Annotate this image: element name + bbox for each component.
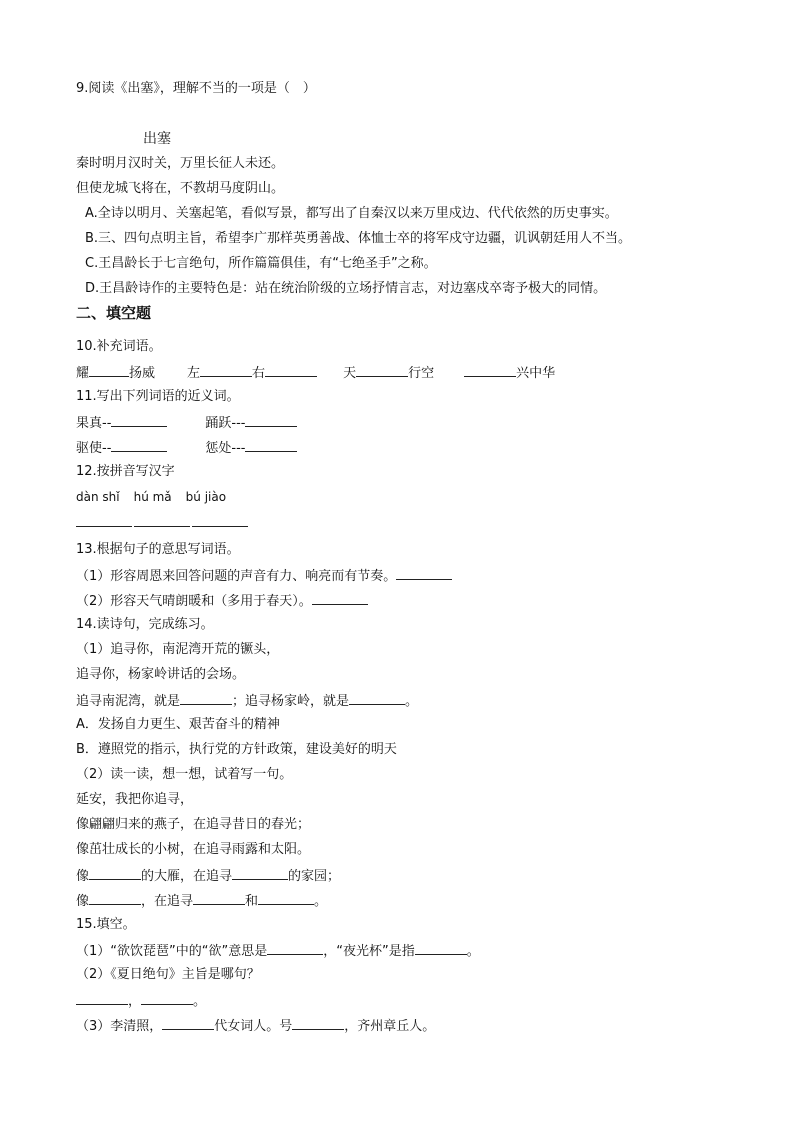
q10-part: 耀 <box>76 366 90 381</box>
q14-text: 追寻南泥湾，就是 <box>76 694 181 709</box>
q15-stem: 15.填空。 <box>76 917 136 932</box>
q9-option-c: C.王昌龄长于七言绝句，所作篇篇俱佳，有“七绝圣手”之称。 <box>85 256 437 271</box>
q12-pinyin-row <box>76 488 226 506</box>
q15-text: 代女词人。号 <box>214 1019 293 1034</box>
q10-stem: 10.补充词语。 <box>76 339 162 354</box>
answer-blank[interactable] <box>415 941 467 955</box>
answer-blank[interactable] <box>76 513 132 527</box>
q14-poem-1: 延安，我把你追寻， <box>76 792 194 807</box>
q15-text: ，齐州章丘人。 <box>344 1019 436 1034</box>
q15-line-3 <box>76 1016 435 1036</box>
answer-blank[interactable] <box>134 513 190 527</box>
q14-line-3 <box>76 691 418 711</box>
q15-text: ， <box>128 994 142 1009</box>
q9-stem: 9.阅读《出塞》，理解不当的一项是（ ） <box>76 81 316 96</box>
q14-line-2: 追寻你，杨家岭讲话的会场。 <box>76 667 246 682</box>
pinyin: dàn shǐ <box>76 490 120 504</box>
answer-blank[interactable] <box>89 866 141 880</box>
q14-option-a: A．发扬自力更生、艰苦奋斗的精神 <box>76 717 280 732</box>
q14-option-b: B．遵照党的指示，执行党的方针政策，建设美好的明天 <box>76 742 397 757</box>
q10-part: 左 <box>187 366 201 381</box>
q14-text: 的家园； <box>288 869 341 884</box>
answer-blank[interactable] <box>89 891 141 905</box>
answer-blank[interactable] <box>162 1016 214 1030</box>
answer-blank[interactable] <box>292 1016 344 1030</box>
q14-text: 像 <box>76 869 90 884</box>
q10-part: 行空 <box>408 366 435 381</box>
answer-blank[interactable] <box>258 891 314 905</box>
answer-blank[interactable] <box>193 891 245 905</box>
q11-word: 驱使-- <box>76 441 112 456</box>
q13-sentence: （2）形容天气晴朗暖和（多用于春天）。 <box>76 594 312 609</box>
q11-word: 果真-- <box>76 416 112 431</box>
q13-stem: 13.根据句子的意思写词语。 <box>76 542 240 557</box>
pinyin: hú mǎ <box>133 490 172 504</box>
section-title: 二、填空题 <box>76 304 152 322</box>
answer-blank[interactable] <box>312 591 368 605</box>
q9-option-a: A.全诗以明月、关塞起笔，看似写景，都写出了自秦汉以来万里戍边、代代依然的历史事实。 <box>85 206 618 221</box>
pinyin: bú jiào <box>185 490 227 504</box>
answer-blank[interactable] <box>232 866 288 880</box>
poem-title: 出塞 <box>143 131 171 147</box>
q11-row-1 <box>76 413 297 433</box>
answer-blank[interactable] <box>192 513 248 527</box>
poem-line-1: 秦时明月汉时关，万里长征人未还。 <box>76 156 285 171</box>
q14-text: 和 <box>245 894 259 909</box>
answer-blank[interactable] <box>464 363 516 377</box>
q14-text: ，在追寻 <box>141 894 194 909</box>
q11-stem: 11.写出下列词语的近义词。 <box>76 389 240 404</box>
answer-blank[interactable] <box>180 691 232 705</box>
q9-option-d: D.王昌龄诗作的主要特色是：站在统治阶级的立场抒情言志，对边塞戍卒寄予极大的同情。 <box>85 281 607 296</box>
answer-blank[interactable] <box>111 438 167 452</box>
q14-text: 像 <box>76 894 90 909</box>
q10-part: 右 <box>252 366 266 381</box>
answer-blank[interactable] <box>356 363 408 377</box>
q15-text: （1）“欲饮琵琶”中的“欲”意思是 <box>76 944 268 959</box>
q10-part: 扬威 <box>129 366 156 381</box>
q11-row-2 <box>76 438 297 458</box>
poem-line-2: 但使龙城飞将在，不教胡马度阴山。 <box>76 181 285 196</box>
answer-blank[interactable] <box>76 991 128 1005</box>
q15-text: （3）李清照， <box>76 1019 163 1034</box>
q14-text: 。 <box>314 894 328 909</box>
answer-blank[interactable] <box>396 566 452 580</box>
q14-text: 。 <box>405 694 419 709</box>
q15-text: 。 <box>466 944 480 959</box>
q15-text: 。 <box>193 994 207 1009</box>
answer-blank[interactable] <box>245 413 297 427</box>
q13-sentence: （1）形容周恩来回答问题的声音有力、响亮而有节奏。 <box>76 569 397 584</box>
q14-text: ；追寻杨家岭，就是 <box>232 694 350 709</box>
q10-part: 兴中华 <box>516 366 556 381</box>
answer-blank[interactable] <box>349 691 405 705</box>
answer-blank[interactable] <box>245 438 297 452</box>
q14-poem-5 <box>76 891 327 911</box>
q13-line-2 <box>76 591 368 611</box>
q14-text: 的大雁，在追寻 <box>141 869 233 884</box>
answer-blank[interactable] <box>265 363 317 377</box>
q15-line-2: （2）《夏日绝句》主旨是哪句？ <box>76 967 260 982</box>
q11-word: 惩处--- <box>205 441 246 456</box>
q14-poem-3: 像茁壮成长的小树，在追寻雨露和太阳。 <box>76 842 311 857</box>
q15-line-1 <box>76 941 480 961</box>
q9-option-b: B.三、四句点明主旨，希望李广那样英勇善战、体恤士卒的将军戍守边疆，讥讽朝廷用人不当。 <box>85 231 632 246</box>
answer-blank[interactable] <box>141 991 193 1005</box>
answer-blank[interactable] <box>200 363 252 377</box>
q15-text: ，“夜光杯”是指 <box>323 944 415 959</box>
q10-part: 天 <box>343 366 357 381</box>
q14-stem: 14.读诗句，完成练习。 <box>76 617 214 632</box>
q14-poem-2: 像翩翩归来的燕子，在追寻昔日的春光； <box>76 817 311 832</box>
q14-line-1: （1）追寻你，南泥湾开荒的镢头， <box>76 642 280 657</box>
q12-stem: 12.按拼音写汉字 <box>76 464 175 479</box>
q14-poem-4 <box>76 866 340 886</box>
answer-blank[interactable] <box>267 941 323 955</box>
answer-blank[interactable] <box>89 363 129 377</box>
q10-line <box>76 363 555 383</box>
q11-word: 踊跃--- <box>205 416 246 431</box>
q12-answer-row <box>76 513 248 533</box>
answer-blank[interactable] <box>111 413 167 427</box>
q15-line-2-answer <box>76 991 206 1011</box>
q14-part-2: （2）读一读，想一想，试着写一句。 <box>76 767 293 782</box>
q13-line-1 <box>76 566 452 586</box>
